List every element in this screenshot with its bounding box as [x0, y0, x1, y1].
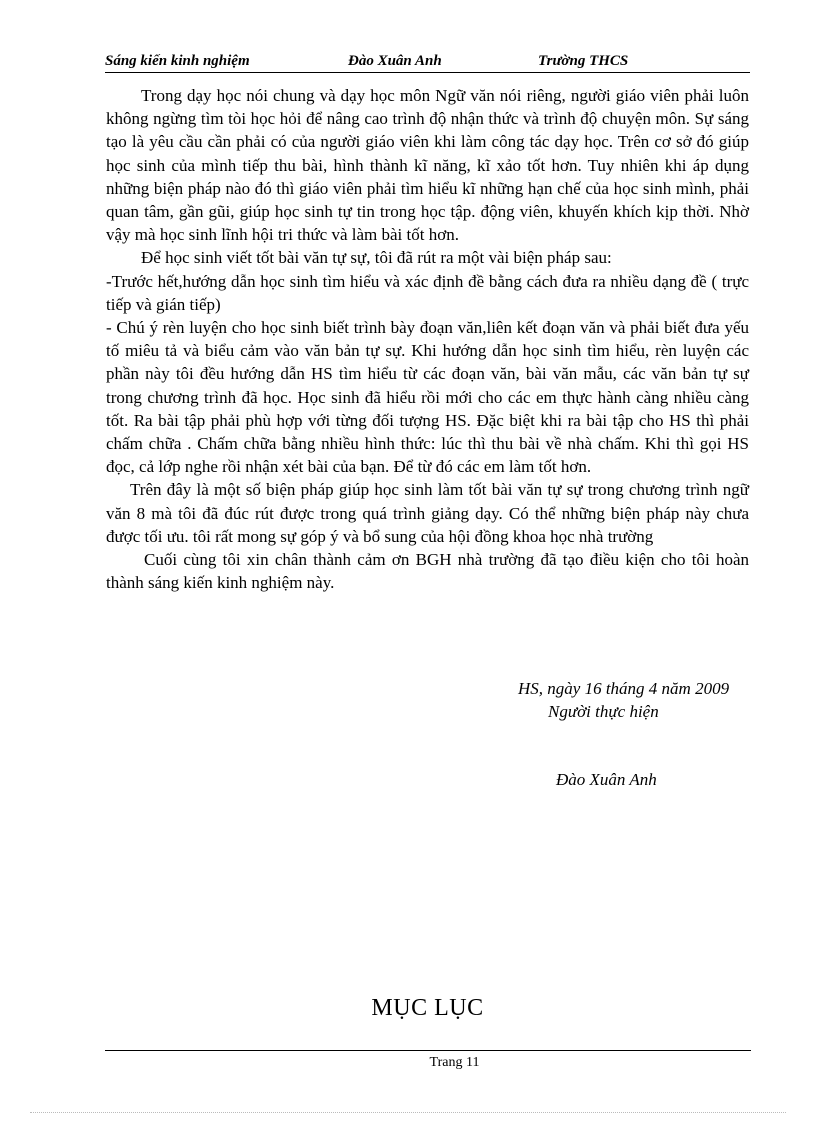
- signature-name: Đào Xuân Anh: [556, 770, 657, 789]
- paragraph-measure-1: -Trước hết,hướng dẫn học sinh tìm hiểu và xác định đề bằng cách đưa ra nhiều dạng đề ( trực tiếp và gián tiếp): [106, 271, 749, 314]
- table-of-contents-title: MỤC LỤC: [371, 995, 484, 1021]
- paragraph-intro: Trong dạy học nói chung và dạy học môn Ngữ văn nói riêng, người giáo viên phải luôn không ngừng tìm tòi học hỏi để nâng cao trình độ nhận thức và trình độ chuyện môn. Sự sáng tạo là yêu cầu cần phải có của người giáo viên khi làm công tác dạy học. Trên cơ sở đó giúp học sinh của mình tiếp thu bài, hình thành kĩ năng, kĩ xảo tốt hơn. Tuy nhiên khi áp dụng những biện pháp nào đó thì giáo viên phải tìm hiểu kĩ những hạn chế của học sinh mình, phải quan tâm, gần gũi, giúp học sinh tự tin trong học tập. động viên, khuyến khích kịp thời. Nhờ vậy mà học sinh lĩnh hội tri thức và làm bài tốt hơn.: [106, 86, 749, 245]
- header-school: Trường THCS: [538, 53, 629, 69]
- document-body: [106, 84, 749, 594]
- paragraph-measures-lead: Để học sinh viết tốt bài văn tự sự, tôi đã rút ra một vài biện pháp sau:: [141, 248, 612, 268]
- page-bottom-border: [30, 1112, 786, 1113]
- paragraph-measure-2: - Chú ý rèn luyện cho học sinh biết trình bày đoạn văn,liên kết đoạn văn và phải biết đưa yếu tố miêu tả và biểu cảm vào văn bản tự sự. Khi hướng dẫn học sinh tìm hiểu, rèn luyện các phần này tôi đều hướng dẫn HS tìm hiểu từ các đoạn văn, bài văn mẫu, các văn bản tự sự trong chương trình đã học. Học sinh đã hiểu rồi mới cho các em thực hành càng nhiều càng tốt. Ra bài tập phải phù hợp với từng đối tượng HS. Đặc biệt khi ra bài tập cho HS thì phải chấm chữa . Chấm chữa bằng nhiều hình thức: lúc thì thu bài về nhà chấm. Khi thì gọi HS đọc, cả lớp nghe rồi nhận xét bài của bạn. Để từ đó các em làm tốt hơn.: [106, 318, 749, 477]
- paragraph-conclusion: Trên đây là một số biện pháp giúp học sinh làm tốt bài văn tự sự trong chương trình ngữ văn 8 mà tôi đã đúc rút được trong quá trình giảng dạy. Có thể những biện pháp này chưa được tối ưu. tôi rất mong sự góp ý và bổ sung của hội đồng khoa học nhà trường: [106, 480, 749, 546]
- header-author: Đào Xuân Anh: [348, 53, 442, 69]
- header-document-type: Sáng kiến kinh nghiệm: [105, 53, 250, 69]
- paragraph-thanks: Cuối cùng tôi xin chân thành cảm ơn BGH nhà trường đã tạo điều kiện cho tôi hoàn thành sáng kiến kinh nghiệm này.: [106, 550, 749, 593]
- page-header: [105, 52, 750, 73]
- signature-date: HS, ngày 16 tháng 4 năm 2009: [518, 679, 730, 698]
- footer-divider: [105, 1050, 751, 1051]
- signature-role: Người thực hiện: [548, 702, 659, 721]
- page-number: Trang 11: [429, 1055, 480, 1070]
